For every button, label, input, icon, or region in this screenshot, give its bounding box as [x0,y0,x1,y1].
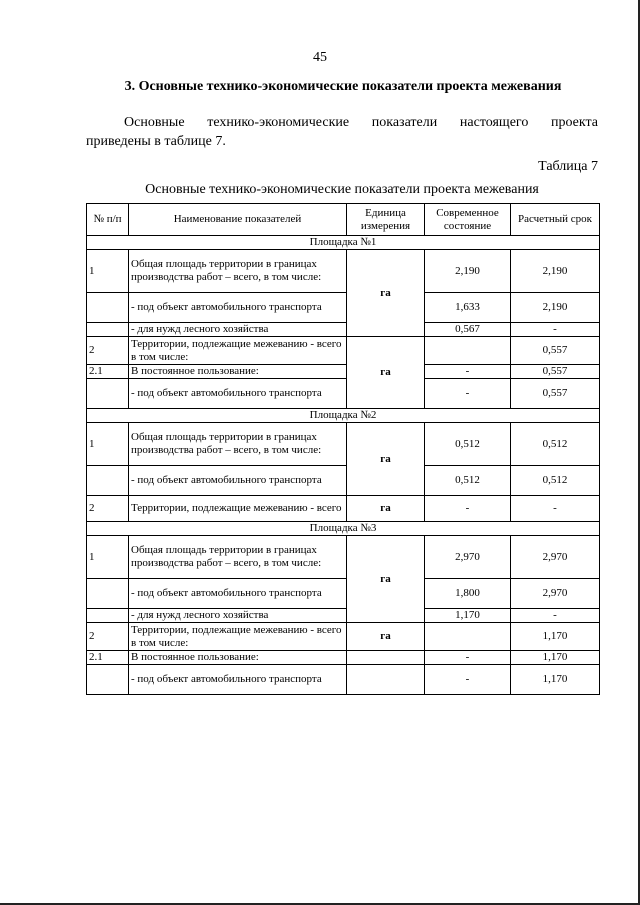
table-label: Таблица 7 [538,159,598,174]
row-number: 2.1 [87,651,129,665]
section-title: Площадка №2 [87,409,600,423]
planned-value: 2,970 [511,579,600,609]
unit-cell-empty [347,651,425,665]
section-row [87,236,600,250]
indicator-name: - для нужд лесного хозяйства [129,323,347,337]
section-title: Площадка №1 [87,236,600,250]
table-row [87,536,600,579]
current-value: - [425,496,511,522]
planned-value: - [511,323,600,337]
current-value: - [425,651,511,665]
indicator-name: Территории, подлежащие межеванию - всего в том числе: [129,623,347,651]
current-value: 2,970 [425,536,511,579]
current-value [425,337,511,365]
section-row [87,522,600,536]
planned-value: 0,557 [511,365,600,379]
intro-line-2: приведены в таблице 7. [86,134,226,149]
table-row [87,579,600,609]
row-number [87,665,129,695]
row-number: 2.1 [87,365,129,379]
indicator-name: - под объект автомобильного транспорта [129,293,347,323]
row-number: 1 [87,536,129,579]
planned-value: - [511,609,600,623]
indicator-name: - под объект автомобильного транспорта [129,579,347,609]
intro-word: настоящего [459,115,529,130]
unit-cell: га [347,496,425,522]
current-value: - [425,379,511,409]
row-number [87,379,129,409]
indicator-name: - для нужд лесного хозяйства [129,609,347,623]
section-heading: 3. Основные технико-экономические показатели проекта межевания [124,79,562,94]
table-row [87,250,600,293]
indicators-table [86,203,600,695]
row-number: 2 [87,623,129,651]
header-unit: Единица измерения [347,204,425,236]
current-value [425,623,511,651]
table-row [87,651,600,665]
indicator-name: Территории, подлежащие межеванию - всего в том числе: [129,337,347,365]
row-number [87,323,129,337]
current-value: 0,567 [425,323,511,337]
intro-word: проекта [550,115,598,130]
planned-value: 0,557 [511,379,600,409]
current-value: 1,170 [425,609,511,623]
table-row [87,665,600,695]
current-value: 0,512 [425,423,511,466]
table-body [87,236,600,695]
section-row [87,409,600,423]
planned-value: 1,170 [511,651,600,665]
current-value: 1,800 [425,579,511,609]
unit-cell-empty [347,665,425,695]
table-header-row [87,204,600,236]
current-value: - [425,365,511,379]
row-number [87,293,129,323]
planned-value: 2,190 [511,250,600,293]
planned-value: 0,512 [511,466,600,496]
section-title: Площадка №3 [87,522,600,536]
row-number: 2 [87,496,129,522]
table-row [87,496,600,522]
unit-cell: га [347,623,425,651]
planned-value: 1,170 [511,623,600,651]
table-row [87,337,600,365]
current-value: - [425,665,511,695]
row-number: 1 [87,250,129,293]
current-value: 1,633 [425,293,511,323]
indicator-name: Общая площадь территории в границах производства работ – всего, в том числе: [129,250,347,293]
page-number: 45 [313,50,327,65]
table-caption: Основные технико-экономические показатели проекта межевания [145,182,539,197]
header-current: Современное состояние [425,204,511,236]
indicator-name: - под объект автомобильного транспорта [129,379,347,409]
planned-value: 0,557 [511,337,600,365]
table-row [87,323,600,337]
unit-cell: га [347,536,425,623]
row-number [87,466,129,496]
header-planned: Расчетный срок [511,204,600,236]
indicator-name: - под объект автомобильного транспорта [129,466,347,496]
header-name: Наименование показателей [129,204,347,236]
table-row [87,379,600,409]
intro-line-1 [86,113,598,132]
header-num: № п/п [87,204,129,236]
intro-word: показатели [371,115,438,130]
intro-word: технико-экономические [207,115,350,130]
indicator-name: Общая площадь территории в границах производства работ – всего, в том числе: [129,536,347,579]
unit-cell: га [347,423,425,496]
table-row [87,293,600,323]
indicator-name: В постоянное пользование: [129,365,347,379]
intro-paragraph [86,113,598,151]
row-number [87,579,129,609]
planned-value: 0,512 [511,423,600,466]
intro-word: Основные [124,115,185,130]
current-value: 2,190 [425,250,511,293]
indicator-name: - под объект автомобильного транспорта [129,665,347,695]
row-number: 1 [87,423,129,466]
table-row [87,466,600,496]
table-row [87,623,600,651]
table-row [87,423,600,466]
row-number [87,609,129,623]
indicator-name: Общая площадь территории в границах производства работ – всего, в том числе: [129,423,347,466]
planned-value: 2,970 [511,536,600,579]
indicator-name: В постоянное пользование: [129,651,347,665]
planned-value: 1,170 [511,665,600,695]
indicator-name: Территории, подлежащие межеванию - всего [129,496,347,522]
current-value: 0,512 [425,466,511,496]
planned-value: - [511,496,600,522]
row-number: 2 [87,337,129,365]
table-row [87,609,600,623]
unit-cell: га [347,337,425,409]
unit-cell: га [347,250,425,337]
table-row [87,365,600,379]
planned-value: 2,190 [511,293,600,323]
